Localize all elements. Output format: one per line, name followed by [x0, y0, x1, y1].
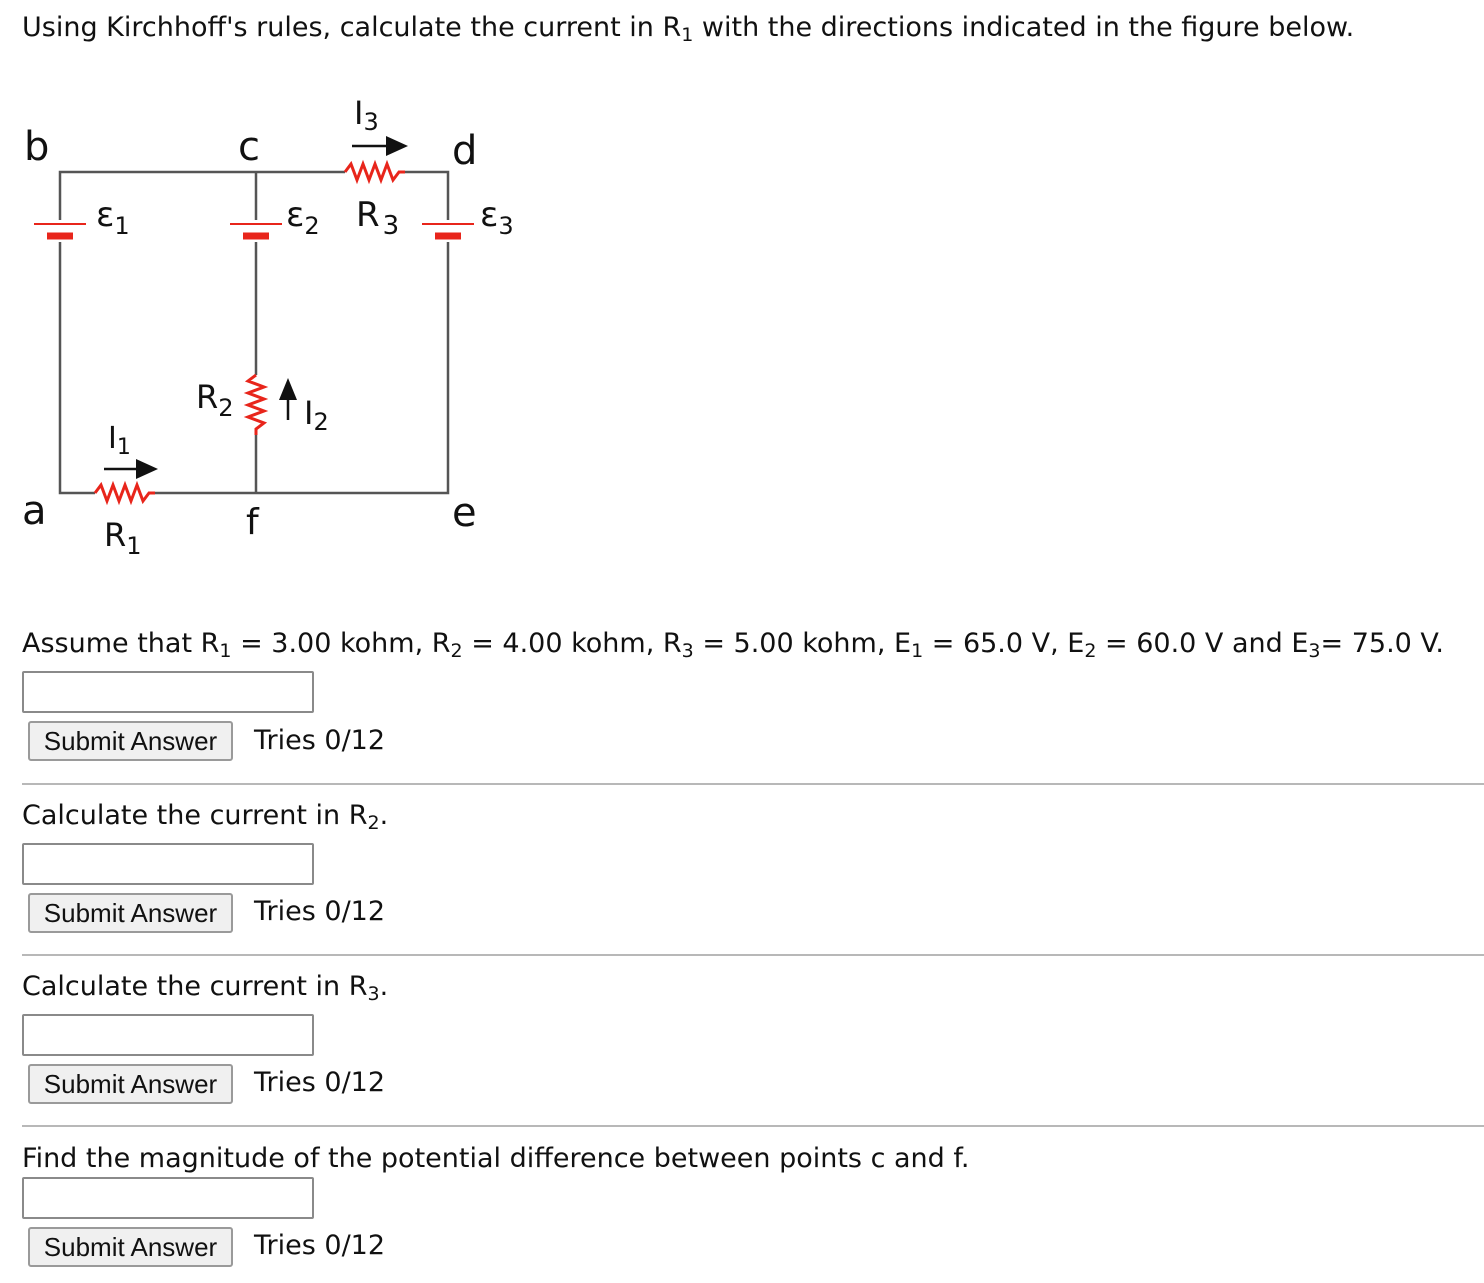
emf-e1-label: $\varepsilon_1$ — [96, 195, 130, 240]
divider-1 — [22, 783, 1484, 785]
answer-input-r2-current[interactable] — [22, 843, 314, 885]
divider-3 — [22, 1125, 1484, 1127]
circuit-diagram — [0, 80, 560, 580]
current-i3-label: I3 — [354, 94, 379, 136]
question-potential-difference: Find the magnitude of the potential difference between points c and f. — [22, 1143, 970, 1174]
question-r3-current: Calculate the current in $R_3$. — [22, 971, 389, 1005]
arrow-i3-icon — [352, 136, 408, 156]
question-intro — [22, 12, 1354, 44]
assumptions-text: Assume that $R_1 = 3.00$ kohm, $R_2 = 4.00$ kohm, $R_3 = 5.00$ kohm, $E_1 = 65.0$ V, $E_2 = 60.0$ V and $E_3= 75.0$ V. — [22, 628, 1444, 662]
intro-sub: 1 — [681, 24, 694, 46]
node-f-label: f — [246, 502, 259, 543]
battery-e2 — [230, 220, 282, 242]
resistor-r2-label: $R_2$ — [196, 378, 234, 422]
arrow-i2-icon — [279, 378, 297, 420]
node-a-label: a — [22, 488, 47, 534]
answer-input-r1-current[interactable] — [22, 671, 314, 713]
resistor-r1-label: $R_1$ — [104, 516, 142, 560]
submit-answer-button-3[interactable]: Submit Answer — [28, 1064, 233, 1104]
node-e-label: e — [452, 490, 477, 536]
tries-counter-1: Tries 0/12 — [254, 725, 386, 756]
submit-answer-button-1[interactable]: Submit Answer — [28, 721, 233, 761]
node-c-label: c — [238, 124, 260, 170]
resistor-r3 — [345, 164, 405, 180]
arrow-i1-icon — [104, 459, 158, 479]
resistor-r3-label: R $_3$ — [356, 195, 400, 241]
current-i2-label: I2 — [304, 394, 329, 436]
emf-e3-label: $\varepsilon_3$ — [480, 195, 514, 240]
tries-counter-2: Tries 0/12 — [254, 896, 386, 927]
tries-counter-3: Tries 0/12 — [254, 1067, 386, 1098]
current-i1-label: $I_1$ — [108, 421, 131, 460]
intro-text: Using Kirchhoff's rules, calculate the current in R — [22, 12, 682, 43]
resistor-r1 — [95, 485, 155, 501]
resistor-r2 — [246, 375, 266, 435]
tries-counter-4: Tries 0/12 — [254, 1230, 386, 1261]
emf-e2-label: $\varepsilon_2$ — [286, 195, 320, 240]
node-d-label: d — [452, 128, 478, 174]
battery-e1 — [34, 220, 86, 242]
intro-text-end: with the directions indicated in the figure below. — [693, 12, 1355, 43]
top-wire — [60, 172, 448, 320]
submit-answer-button-2[interactable]: Submit Answer — [28, 893, 233, 933]
node-b-label: b — [24, 124, 50, 170]
answer-input-r3-current[interactable] — [22, 1014, 314, 1056]
answer-input-potential-difference[interactable] — [22, 1177, 314, 1219]
submit-answer-button-4[interactable]: Submit Answer — [28, 1227, 233, 1267]
divider-2 — [22, 954, 1484, 956]
question-r2-current: Calculate the current in $R_2$. — [22, 800, 389, 834]
battery-e3 — [422, 220, 474, 242]
